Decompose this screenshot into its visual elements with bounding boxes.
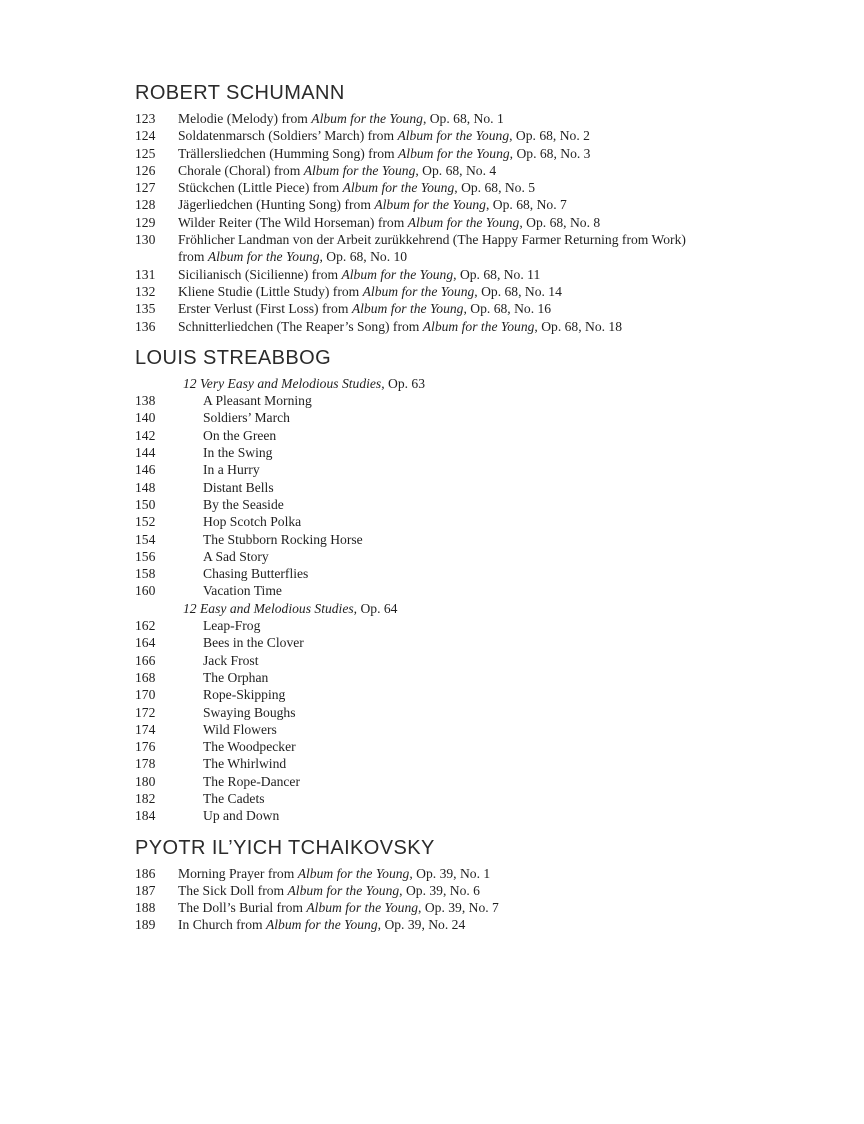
page-number: 125 [135,145,156,161]
entry-title: The Orphan [203,669,269,685]
page-number: 132 [135,283,156,299]
toc-entry [135,496,824,513]
toc-entry [135,882,824,899]
toc-entry [135,162,824,179]
toc-entry [135,427,824,444]
toc-entry [135,704,824,721]
page-number: 178 [135,756,156,772]
page-number: 136 [135,318,156,334]
entry-title: Fröhlicher Landman von der Arbeit zurükkehrend (The Happy Farmer Returning from Work) [178,232,686,248]
page-number: 180 [135,773,156,789]
toc-entry [135,755,824,772]
page-number: 168 [135,669,156,685]
toc-entry [135,179,824,196]
toc-entry [135,196,824,213]
toc-entry [135,773,824,790]
page-number: 148 [135,479,156,495]
entry-title: Bees in the Clover [203,635,304,651]
page-number: 123 [135,111,156,126]
page-number: 140 [135,410,156,426]
toc-entry [135,669,824,686]
toc-entry [135,110,824,127]
page-number: 156 [135,548,156,564]
page-number: 135 [135,301,156,317]
entry-title: Erster Verlust (First Loss) from Album for the Young, Op. 68, No. 16 [178,301,552,317]
toc-entry [135,565,824,582]
page-number: 174 [135,721,156,737]
entry-title: Sicilianisch (Sicilienne) from Album for the Young, Op. 68, No. 11 [178,266,541,282]
page-number: 130 [135,232,156,248]
toc-entry [135,266,824,283]
entry-title: Distant Bells [203,479,274,495]
entry-title: A Sad Story [203,548,269,564]
entry-title: In the Swing [203,445,273,461]
entry-title: By the Seaside [203,496,284,512]
page-number: 142 [135,427,156,443]
entry-title: 12 Easy and Melodious Studies, Op. 64 [183,600,398,616]
entry-title: Schnitterliedchen (The Reaper’s Song) from Album for the Young, Op. 68, No. 18 [178,318,623,334]
section-pyotr-ilyich-tchaikovsky [135,837,824,934]
toc-entry [135,127,824,144]
section-rows [135,375,824,825]
toc-entry [135,686,824,703]
toc-entry [135,461,824,478]
page-number: 164 [135,635,156,651]
page-number: 127 [135,180,156,196]
page-number: 182 [135,790,156,806]
toc-entry [135,283,824,300]
entry-title: The Sick Doll from Album for the Young, Op. 39, No. 6 [178,882,480,898]
entry-title: The Rope-Dancer [203,773,300,789]
section-heading: PYOTR IL’YICH TCHAIKOVSKY [135,836,435,859]
toc-entry [135,513,824,530]
entry-title: Chasing Butterflies [203,566,309,582]
toc-entry [135,300,824,317]
toc-entry [135,145,824,162]
entry-title: Hop Scotch Polka [203,514,302,530]
entry-title: The Doll’s Burial from Album for the Young, Op. 39, No. 7 [178,900,499,916]
toc-entry [135,444,824,461]
entry-title: Vacation Time [203,583,282,599]
entry-title: Trällersliedchen (Humming Song) from Album for the Young, Op. 68, No. 3 [178,145,591,161]
entry-title: In Church from Album for the Young, Op. 39, No. 24 [178,917,466,933]
toc-entry [135,617,824,634]
entry-title: Rope-Skipping [203,687,286,703]
toc-entry [135,409,824,426]
page-number: 187 [135,882,156,898]
section-rows [135,865,824,934]
toc-entry [135,738,824,755]
toc-entry [135,790,824,807]
toc-entry [135,721,824,738]
page-number: 129 [135,214,156,230]
toc-entry [135,392,824,409]
entry-title: The Stubborn Rocking Horse [203,531,363,547]
page-number: 176 [135,739,156,755]
entry-title: On the Green [203,427,277,443]
page-number: 146 [135,462,156,478]
entry-title: 12 Very Easy and Melodious Studies, Op. 63 [183,375,426,391]
page-number: 128 [135,197,156,213]
entry-title: Soldatenmarsch (Soldiers’ March) from Album for the Young, Op. 68, No. 2 [178,128,590,144]
toc-entry [135,916,824,933]
entry-title: Up and Down [203,808,280,824]
toc-entry [135,479,824,496]
toc-entry [135,634,824,651]
page-number: 152 [135,514,156,530]
entry-title: Stückchen (Little Piece) from Album for the Young, Op. 68, No. 5 [178,180,536,196]
page-number: 184 [135,808,156,824]
entry-title: A Pleasant Morning [203,393,312,409]
toc-entry-continuation [135,248,824,265]
entry-title: Morning Prayer from Album for the Young, Op. 39, No. 1 [178,865,491,881]
toc-entry [135,318,824,335]
entry-title: Wilder Reiter (The Wild Horseman) from Album for the Young, Op. 68, No. 8 [178,214,601,230]
toc-entry [135,582,824,599]
section-heading: LOUIS STREABBOG [135,346,332,369]
toc-entry [135,531,824,548]
page-number: 150 [135,496,156,512]
page-number: 189 [135,917,156,933]
section-heading: ROBERT SCHUMANN [135,82,345,104]
entry-title: Chorale (Choral) from Album for the Young, Op. 68, No. 4 [178,162,497,178]
toc-entry [135,652,824,669]
page-number: 138 [135,393,156,409]
entry-title: Melodie (Melody) from Album for the Young, Op. 68, No. 1 [178,111,504,126]
entry-title: Soldiers’ March [203,410,290,426]
page-number: 188 [135,900,156,916]
entry-title: The Woodpecker [203,739,296,755]
section-rows [135,110,824,335]
entry-title: The Whirlwind [203,756,287,772]
entry-title: Kliene Studie (Little Study) from Album for the Young, Op. 68, No. 14 [178,283,562,299]
toc-subtitle [135,375,824,392]
toc-entry [135,214,824,231]
page-number: 172 [135,704,156,720]
page-number: 124 [135,128,156,144]
section-robert-schumann [135,82,824,335]
section-louis-streabbog [135,347,824,825]
entry-title: from Album for the Young, Op. 68, No. 10 [178,249,408,265]
page-number: 131 [135,266,156,282]
entry-title: Leap-Frog [203,618,261,634]
toc-entry [135,899,824,916]
entry-title: The Cadets [203,790,265,806]
page-number: 160 [135,583,156,599]
entry-title: Wild Flowers [203,721,277,737]
page-number: 126 [135,162,156,178]
entry-title: Swaying Boughs [203,704,296,720]
page-number: 158 [135,566,156,582]
entry-title: Jack Frost [203,652,259,668]
toc-entry [135,231,824,248]
page-number: 144 [135,445,156,461]
page-number: 186 [135,865,156,881]
page-number: 170 [135,687,156,703]
page-number: 154 [135,531,156,547]
page-number: 166 [135,652,156,668]
page-number: 162 [135,618,156,634]
toc-entry [135,865,824,882]
toc-entry [135,548,824,565]
entry-title: In a Hurry [203,462,260,478]
toc-subtitle [135,600,824,617]
toc-entry [135,807,824,824]
entry-title: Jägerliedchen (Hunting Song) from Album for the Young, Op. 68, No. 7 [178,197,567,213]
